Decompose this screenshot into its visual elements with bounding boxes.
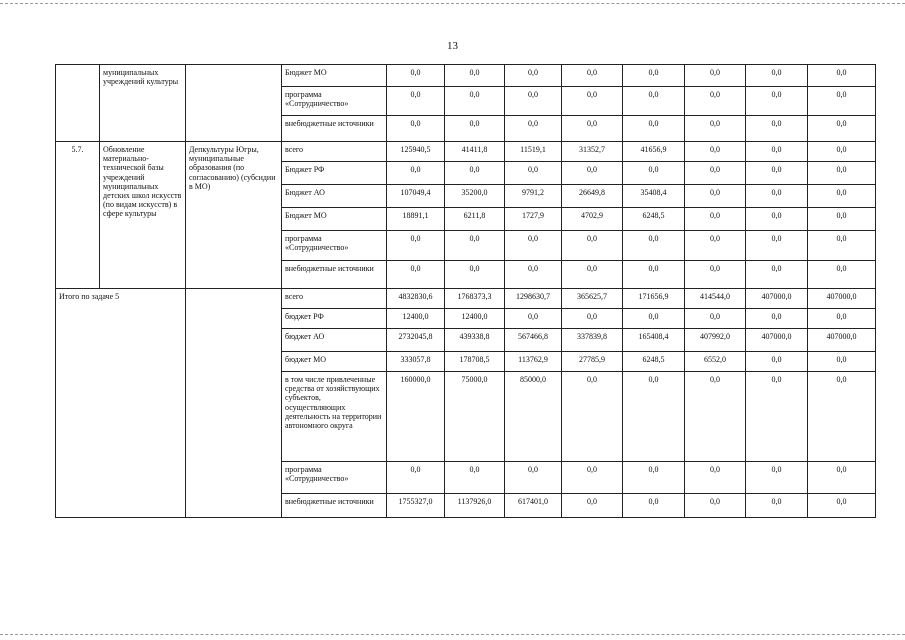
funding-source: всего	[282, 142, 387, 162]
funding-source: в том числе привлеченные средства от хозяйствующих субъектов, осуществляющих деятельность на территории автономного округа	[282, 372, 387, 462]
amount-cell: 0,0	[746, 65, 808, 87]
amount-cell: 0,0	[562, 261, 623, 289]
amount-cell: 0,0	[562, 462, 623, 494]
amount-cell: 85000,0	[505, 372, 562, 462]
amount-cell: 6248,5	[623, 352, 685, 372]
item-executor	[186, 289, 282, 518]
amount-cell: 113762,9	[505, 352, 562, 372]
scan-edge-top	[0, 3, 905, 4]
amount-cell: 0,0	[562, 231, 623, 261]
amount-cell: 365625,7	[562, 289, 623, 309]
funding-source: всего	[282, 289, 387, 309]
amount-cell: 407992,0	[685, 329, 746, 352]
amount-cell: 0,0	[808, 372, 876, 462]
amount-cell: 160000,0	[387, 372, 445, 462]
item-number: 5.7.	[56, 142, 100, 289]
amount-cell: 0,0	[808, 185, 876, 208]
amount-cell: 11519,1	[505, 142, 562, 162]
amount-cell: 0,0	[445, 261, 505, 289]
amount-cell: 0,0	[387, 231, 445, 261]
item-name: Обновление материально-технической базы учреждений муниципальных детских школ искусств (по видам искусств) в сфере культуры	[100, 142, 186, 289]
amount-cell: 0,0	[387, 462, 445, 494]
amount-cell: 407000,0	[746, 329, 808, 352]
amount-cell: 178708,5	[445, 352, 505, 372]
amount-cell: 125940,5	[387, 142, 445, 162]
amount-cell: 0,0	[387, 65, 445, 87]
amount-cell: 0,0	[505, 87, 562, 116]
amount-cell: 26649,8	[562, 185, 623, 208]
amount-cell: 0,0	[685, 261, 746, 289]
amount-cell: 171656,9	[623, 289, 685, 309]
amount-cell: 0,0	[685, 372, 746, 462]
amount-cell: 0,0	[685, 162, 746, 185]
amount-cell: 0,0	[623, 494, 685, 518]
amount-cell: 407000,0	[808, 329, 876, 352]
amount-cell: 0,0	[685, 231, 746, 261]
amount-cell: 6211,8	[445, 208, 505, 231]
amount-cell: 0,0	[562, 372, 623, 462]
amount-cell: 0,0	[623, 162, 685, 185]
amount-cell: 0,0	[746, 462, 808, 494]
funding-source: программа «Сотрудничество»	[282, 87, 387, 116]
table-row	[56, 142, 876, 162]
funding-source: Бюджет АО	[282, 185, 387, 208]
amount-cell: 35200,0	[445, 185, 505, 208]
amount-cell: 0,0	[623, 116, 685, 142]
amount-cell: 407000,0	[808, 289, 876, 309]
amount-cell: 0,0	[746, 162, 808, 185]
amount-cell: 0,0	[623, 462, 685, 494]
amount-cell: 333057,8	[387, 352, 445, 372]
amount-cell: 0,0	[685, 87, 746, 116]
funding-source: Бюджет МО	[282, 208, 387, 231]
item-executor	[186, 65, 282, 142]
amount-cell: 0,0	[746, 309, 808, 329]
amount-cell: 0,0	[808, 87, 876, 116]
amount-cell: 0,0	[685, 65, 746, 87]
amount-cell: 0,0	[808, 261, 876, 289]
funding-source: внебюджетные источники	[282, 261, 387, 289]
funding-source: внебюджетные источники	[282, 494, 387, 518]
amount-cell: 1298630,7	[505, 289, 562, 309]
amount-cell: 0,0	[685, 309, 746, 329]
amount-cell: 41411,8	[445, 142, 505, 162]
amount-cell: 0,0	[808, 309, 876, 329]
amount-cell: 31352,7	[562, 142, 623, 162]
table-body	[56, 65, 876, 518]
funding-source: бюджет МО	[282, 352, 387, 372]
amount-cell: 1727,9	[505, 208, 562, 231]
funding-source: программа «Сотрудничество»	[282, 462, 387, 494]
table-row	[56, 289, 876, 309]
amount-cell: 0,0	[746, 142, 808, 162]
amount-cell: 0,0	[746, 208, 808, 231]
amount-cell: 0,0	[445, 65, 505, 87]
amount-cell: 0,0	[445, 462, 505, 494]
amount-cell: 75000,0	[445, 372, 505, 462]
amount-cell: 0,0	[505, 65, 562, 87]
funding-source: Бюджет МО	[282, 65, 387, 87]
item-name: муниципальных учреждений культуры	[100, 65, 186, 142]
amount-cell: 0,0	[685, 208, 746, 231]
amount-cell: 0,0	[623, 87, 685, 116]
funding-source: бюджет РФ	[282, 309, 387, 329]
funding-table	[55, 64, 876, 518]
amount-cell: 0,0	[387, 162, 445, 185]
amount-cell: 0,0	[746, 87, 808, 116]
amount-cell: 1768373,3	[445, 289, 505, 309]
amount-cell: 0,0	[808, 142, 876, 162]
amount-cell: 0,0	[808, 352, 876, 372]
amount-cell: 0,0	[685, 494, 746, 518]
amount-cell: 1755327,0	[387, 494, 445, 518]
amount-cell: 0,0	[562, 116, 623, 142]
amount-cell: 0,0	[623, 309, 685, 329]
amount-cell: 1137926,0	[445, 494, 505, 518]
amount-cell: 0,0	[623, 231, 685, 261]
amount-cell: 35408,4	[623, 185, 685, 208]
amount-cell: 0,0	[505, 309, 562, 329]
funding-source: бюджет АО	[282, 329, 387, 352]
amount-cell: 0,0	[685, 116, 746, 142]
amount-cell: 0,0	[808, 231, 876, 261]
amount-cell: 0,0	[808, 208, 876, 231]
amount-cell: 0,0	[505, 116, 562, 142]
amount-cell: 407000,0	[746, 289, 808, 309]
amount-cell: 0,0	[746, 352, 808, 372]
amount-cell: 107049,4	[387, 185, 445, 208]
amount-cell: 0,0	[562, 87, 623, 116]
amount-cell: 9791,2	[505, 185, 562, 208]
funding-source: Бюджет РФ	[282, 162, 387, 185]
amount-cell: 0,0	[623, 261, 685, 289]
amount-cell: 6248,5	[623, 208, 685, 231]
amount-cell: 27785,9	[562, 352, 623, 372]
amount-cell: 0,0	[387, 116, 445, 142]
group-total-label: Итого по задаче 5	[56, 289, 186, 518]
amount-cell: 0,0	[746, 116, 808, 142]
amount-cell: 0,0	[808, 494, 876, 518]
amount-cell: 4832830,6	[387, 289, 445, 309]
funding-source: внебюджетные источники	[282, 116, 387, 142]
amount-cell: 41656,9	[623, 142, 685, 162]
amount-cell: 0,0	[562, 65, 623, 87]
amount-cell: 0,0	[746, 231, 808, 261]
amount-cell: 337839,8	[562, 329, 623, 352]
amount-cell: 0,0	[746, 494, 808, 518]
amount-cell: 0,0	[808, 462, 876, 494]
amount-cell: 0,0	[505, 261, 562, 289]
amount-cell: 0,0	[746, 372, 808, 462]
amount-cell: 2732045,8	[387, 329, 445, 352]
amount-cell: 0,0	[808, 162, 876, 185]
amount-cell: 0,0	[685, 185, 746, 208]
amount-cell: 0,0	[562, 494, 623, 518]
amount-cell: 0,0	[387, 261, 445, 289]
amount-cell: 6552,0	[685, 352, 746, 372]
amount-cell: 0,0	[746, 261, 808, 289]
amount-cell: 0,0	[623, 65, 685, 87]
amount-cell: 0,0	[808, 65, 876, 87]
amount-cell: 0,0	[445, 231, 505, 261]
amount-cell: 4702,9	[562, 208, 623, 231]
amount-cell: 0,0	[623, 372, 685, 462]
amount-cell: 0,0	[562, 162, 623, 185]
amount-cell: 0,0	[445, 87, 505, 116]
amount-cell: 12400,0	[387, 309, 445, 329]
amount-cell: 165408,4	[623, 329, 685, 352]
amount-cell: 0,0	[746, 185, 808, 208]
amount-cell: 0,0	[445, 162, 505, 185]
amount-cell: 0,0	[445, 116, 505, 142]
funding-source: программа «Сотрудничество»	[282, 231, 387, 261]
amount-cell: 0,0	[505, 231, 562, 261]
table-row	[56, 65, 876, 87]
amount-cell: 0,0	[505, 162, 562, 185]
amount-cell: 18891,1	[387, 208, 445, 231]
amount-cell: 617401,0	[505, 494, 562, 518]
item-executor: Депкультуры Югры, муниципальные образования (по согласованию) (субсидии в МО)	[186, 142, 282, 289]
amount-cell: 567466,8	[505, 329, 562, 352]
amount-cell: 12400,0	[445, 309, 505, 329]
amount-cell: 439338,8	[445, 329, 505, 352]
amount-cell: 0,0	[808, 116, 876, 142]
amount-cell: 414544,0	[685, 289, 746, 309]
amount-cell: 0,0	[685, 462, 746, 494]
scan-edge-bottom	[0, 634, 905, 635]
amount-cell: 0,0	[505, 462, 562, 494]
item-number	[56, 65, 100, 142]
amount-cell: 0,0	[685, 142, 746, 162]
amount-cell: 0,0	[387, 87, 445, 116]
page-number: 13	[447, 40, 458, 52]
amount-cell: 0,0	[562, 309, 623, 329]
